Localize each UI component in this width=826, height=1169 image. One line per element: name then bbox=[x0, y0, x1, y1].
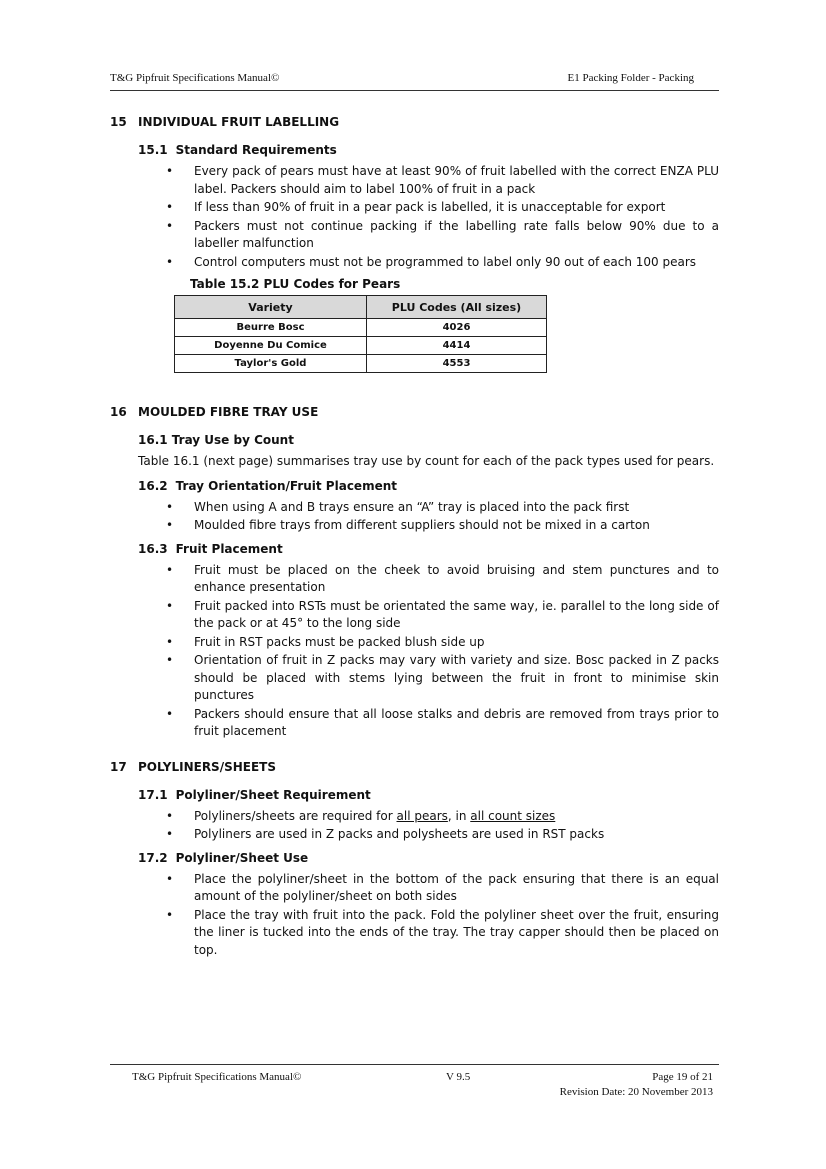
list-item: • Packers must not continue packing if the labelling rate falls below 90% due to a labeller malfunction bbox=[166, 218, 719, 250]
list-item: • Orientation of fruit in Z packs may vary with variety and size. Bosc packed in Z packs should be placed with stems lying between the fruit in front to minimise skin punctures bbox=[166, 653, 719, 702]
list-item: • Fruit in RST packs must be packed blush side up bbox=[166, 634, 485, 649]
subsection-17-1-heading: 17.1 Polyliner/Sheet Requirement bbox=[138, 787, 371, 802]
list-item: • Every pack of pears must have at least 90% of fruit labelled with the correct ENZA PLU label. Packers should aim to label 100% of fruit in a pack bbox=[166, 164, 719, 196]
table-row: Doyenne Du Comice 4414 bbox=[175, 337, 547, 355]
subsection-16-2-heading: 16.2 Tray Orientation/Fruit Placement bbox=[138, 478, 397, 493]
underlined-text: all count sizes bbox=[470, 808, 556, 823]
table-header-variety: Variety bbox=[175, 296, 367, 319]
header-rule bbox=[110, 90, 719, 91]
list-item: • Polyliners/sheets are required for all pears, in all count sizes bbox=[166, 808, 556, 823]
list-item: • Moulded fibre trays from different suppliers should not be mixed in a carton bbox=[166, 518, 650, 532]
section-15-heading bbox=[110, 115, 719, 129]
footer-rule bbox=[110, 1064, 719, 1065]
table-caption: Table 15.2 PLU Codes for Pears bbox=[190, 277, 401, 291]
footer-version: V 9.5 bbox=[446, 1071, 471, 1083]
bullet-list-15-1 bbox=[138, 163, 719, 271]
list-item: • Polyliners are used in Z packs and polysheets are used in RST packs bbox=[166, 827, 605, 841]
list-item: • Packers should ensure that all loose stalks and debris are removed from trays prior to fruit placement bbox=[166, 706, 719, 738]
paragraph-16-1: Table 16.1 (next page) summarises tray use by count for each of the pack types used for pears. bbox=[138, 454, 715, 468]
subsection-15-1-heading: 15.1 Standard Requirements bbox=[138, 143, 337, 157]
section-17-heading: 17 POLYLINERS/SHEETS bbox=[110, 759, 276, 774]
page-content bbox=[110, 115, 719, 960]
table-row: Beurre Bosc 4026 bbox=[175, 319, 547, 337]
bullet-list-16-2 bbox=[138, 499, 719, 535]
footer-revision-date: Revision Date: 20 November 2013 bbox=[559, 1086, 713, 1098]
section-title: INDIVIDUAL FRUIT LABELLING bbox=[138, 115, 340, 129]
list-item: • Place the polyliner/sheet in the bottom of the pack ensuring that there is an equal amount of the polyliner/sheet on both sides bbox=[166, 871, 719, 903]
list-item: • Place the tray with fruit into the pack. Fold the polyliner sheet over the fruit, ensuring the liner is tucked into the ends of the tray. The tray capper should then be placed on top. bbox=[166, 907, 719, 957]
section-16-heading: 16 MOULDED FIBRE TRAY USE bbox=[110, 405, 319, 419]
table-header-plu: PLU Codes (All sizes) bbox=[367, 296, 547, 319]
footer-page-number: Page 19 of 21 bbox=[652, 1071, 713, 1083]
plu-codes-table bbox=[174, 295, 547, 373]
footer-left: T&G Pipfruit Specifications Manual© bbox=[132, 1071, 302, 1083]
list-item: • If less than 90% of fruit in a pear pack is labelled, it is unacceptable for export bbox=[166, 200, 666, 214]
header-left: T&G Pipfruit Specifications Manual© bbox=[110, 72, 280, 84]
subsection-16-3-heading: 16.3 Fruit Placement bbox=[138, 541, 283, 556]
header-right: E1 Packing Folder - Packing bbox=[567, 72, 694, 84]
list-item: • When using A and B trays ensure an “A” tray is placed into the pack first bbox=[166, 499, 630, 514]
table-row: Taylor's Gold 4553 bbox=[175, 355, 547, 373]
subsection-16-1-heading: 16.1 Tray Use by Count bbox=[138, 433, 294, 447]
subsection-17-2-heading: 17.2 Polyliner/Sheet Use bbox=[138, 850, 309, 865]
bullet-list-17-1 bbox=[138, 808, 719, 844]
bullet-list-17-2 bbox=[138, 871, 719, 960]
list-item: • Control computers must not be programmed to label only 90 out of each 100 pears bbox=[166, 254, 697, 269]
list-item: • Fruit must be placed on the cheek to avoid bruising and stem punctures and to enhance presentation bbox=[166, 562, 719, 594]
underlined-text: all pears bbox=[396, 808, 448, 823]
bullet-list-16-3 bbox=[138, 562, 719, 741]
section-number: 15 bbox=[110, 115, 127, 129]
list-item: • Fruit packed into RSTs must be orientated the same way, ie. parallel to the long side of the pack or at 45° to the long side bbox=[166, 598, 719, 630]
